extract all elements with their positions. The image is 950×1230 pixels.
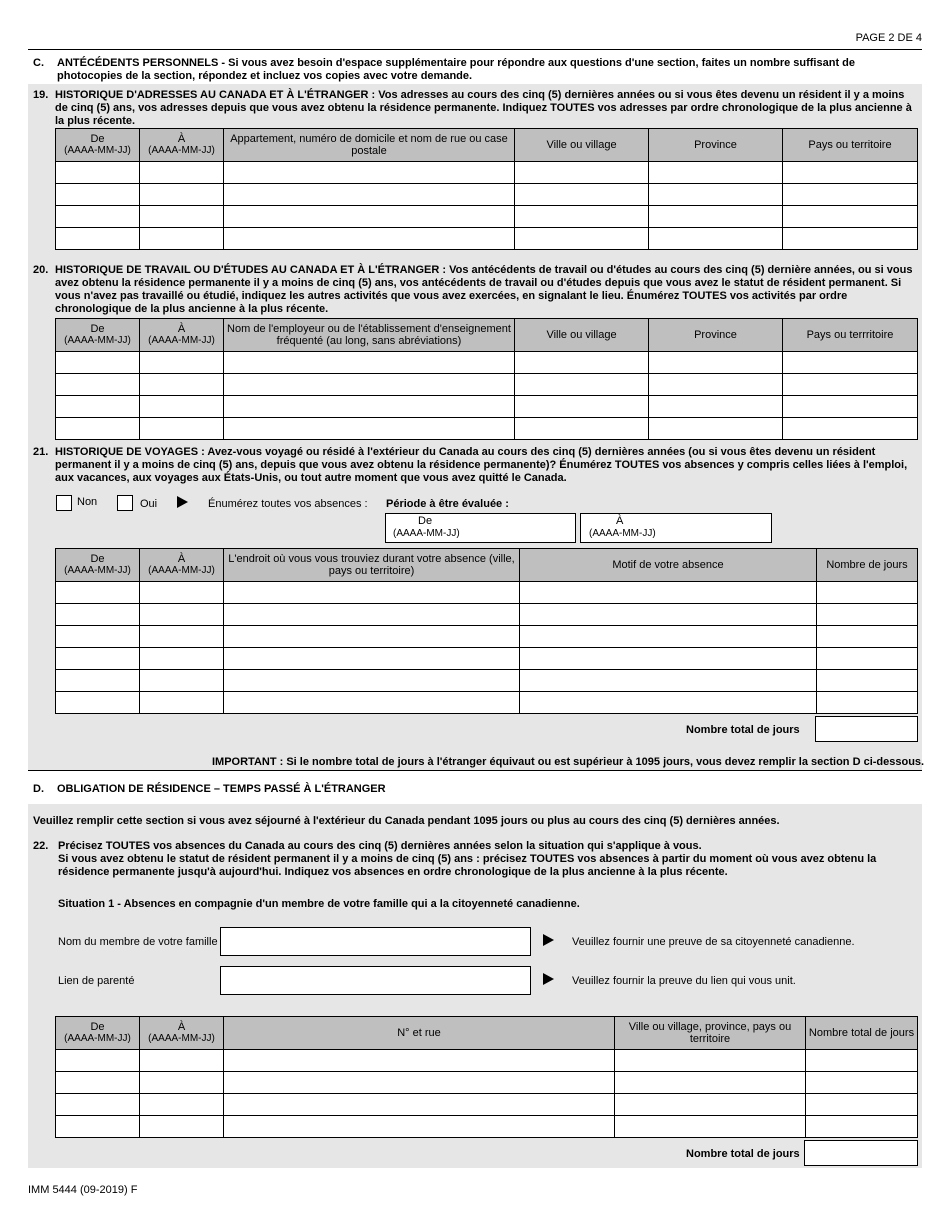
table-row (56, 418, 918, 440)
list-absences-label: Énumérez toutes vos absences : (208, 498, 368, 510)
cell-input[interactable] (615, 1050, 806, 1072)
cell-input[interactable] (649, 184, 783, 206)
cell-input[interactable] (140, 670, 224, 692)
cell-input[interactable] (224, 1050, 615, 1072)
cell-input[interactable] (806, 1094, 918, 1116)
cell-input[interactable] (56, 418, 140, 440)
cell-input[interactable] (140, 604, 224, 626)
cell-input[interactable] (56, 1072, 140, 1094)
cell-input[interactable] (140, 184, 224, 206)
absence-table (55, 1016, 918, 1138)
col-country: Pays ou territoire (783, 129, 918, 162)
table-row (56, 374, 918, 396)
cell-input[interactable] (520, 582, 817, 604)
cell-input[interactable] (140, 374, 224, 396)
cell-input[interactable] (56, 184, 140, 206)
cell-input[interactable] (615, 1094, 806, 1116)
col-address: Appartement, numéro de domicile et nom de rue ou case postale (224, 129, 515, 162)
address-history-table (55, 128, 918, 250)
cell-input[interactable] (615, 1072, 806, 1094)
cell-input[interactable] (224, 396, 515, 418)
cell-input[interactable] (140, 162, 224, 184)
cell-input[interactable] (806, 1116, 918, 1138)
cell-input[interactable] (140, 1116, 224, 1138)
cell-input[interactable] (140, 648, 224, 670)
table-row (56, 396, 918, 418)
arrow-right-icon (543, 973, 554, 985)
cell-input[interactable] (224, 648, 520, 670)
cell-input[interactable] (140, 418, 224, 440)
cell-input[interactable] (817, 692, 918, 714)
cell-input[interactable] (224, 1072, 615, 1094)
travel-history-table (55, 548, 918, 714)
cell-input[interactable] (56, 352, 140, 374)
no-label: Non (77, 496, 98, 508)
arrow-right-icon (177, 496, 188, 508)
cell-input[interactable] (140, 352, 224, 374)
cell-input[interactable] (56, 670, 140, 692)
yes-label: Oui (140, 498, 158, 510)
cell-input[interactable] (649, 162, 783, 184)
cell-input[interactable] (140, 396, 224, 418)
cell-input[interactable] (224, 162, 515, 184)
cell-input[interactable] (224, 206, 515, 228)
cell-input[interactable] (140, 692, 224, 714)
section-c-title: ANTÉCÉDENTS PERSONNELS - Si vous avez besoin d'espace supplémentaire pour répondre aux questions d'une section, faites un nombre suffisant de photocopies de la section, répondez et incluez vos copies avec votre demande. (57, 57, 855, 82)
cell-input[interactable] (224, 692, 520, 714)
absence-total-label: Nombre total de jours (686, 1148, 800, 1160)
cell-input[interactable] (520, 604, 817, 626)
no-checkbox[interactable] (56, 495, 72, 511)
col-street: N° et rue (224, 1017, 615, 1050)
cell-input[interactable] (783, 184, 918, 206)
period-from-format: (AAAA-MM-JJ) (393, 528, 460, 539)
table-row (56, 626, 918, 648)
cell-input[interactable] (224, 1094, 615, 1116)
cell-input[interactable] (56, 206, 140, 228)
table-row (56, 1072, 918, 1094)
cell-input[interactable] (56, 374, 140, 396)
cell-input[interactable] (56, 626, 140, 648)
cell-input[interactable] (224, 582, 520, 604)
cell-input[interactable] (817, 582, 918, 604)
cell-input[interactable] (649, 396, 783, 418)
table-row (56, 184, 918, 206)
cell-input[interactable] (649, 418, 783, 440)
q19-number: 19. (33, 89, 49, 101)
cell-input[interactable] (224, 604, 520, 626)
header-rule (28, 49, 922, 50)
cell-input[interactable] (224, 228, 515, 250)
cell-input[interactable] (649, 206, 783, 228)
absence-total-days-field[interactable] (804, 1140, 918, 1166)
cell-input[interactable] (224, 1116, 615, 1138)
cell-input[interactable] (783, 418, 918, 440)
q19-text: HISTORIQUE D'ADRESSES AU CANADA ET À L'ÉTRANGER : Vos adresses au cours des cinq (5) dernières années ou si vous êtes devenu un résident il y a moins de cinq (5) ans, vos adresses depuis que vous avez obtenu la résidence permanente. Indiquez TOUTES vos adresses par ordre chronologique de la plus ancienne à la plus récente. (55, 89, 912, 127)
period-from-label: De (418, 515, 433, 527)
table-row (56, 670, 918, 692)
cell-input[interactable] (649, 352, 783, 374)
table-row (56, 692, 918, 714)
col-location: L'endroit où vous vous trouviez durant votre absence (ville, pays ou territoire) (224, 549, 520, 582)
period-to-label: À (616, 515, 624, 527)
q20-number: 20. (33, 264, 49, 276)
cell-input[interactable] (515, 206, 649, 228)
cell-input[interactable] (56, 396, 140, 418)
table-row (56, 352, 918, 374)
cell-input[interactable] (783, 374, 918, 396)
table-row (56, 648, 918, 670)
cell-input[interactable] (649, 374, 783, 396)
cell-input[interactable] (56, 228, 140, 250)
col-from: De (AAAA-MM-JJ) (56, 129, 140, 162)
cell-input[interactable] (224, 418, 515, 440)
table-row (56, 1050, 918, 1072)
q22-number: 22. (33, 840, 49, 852)
col-days: Nombre de jours (817, 549, 918, 582)
travel-total-days-field[interactable] (815, 716, 918, 742)
table-row (56, 1116, 918, 1138)
cell-input[interactable] (224, 626, 520, 648)
section-d-letter: D. (33, 783, 44, 795)
col-city-country: Ville ou village, province, pays ou territoire (615, 1017, 806, 1050)
col-province: Province (649, 129, 783, 162)
form-number: IMM 5444 (09-2019) F (28, 1184, 138, 1196)
cell-input[interactable] (56, 162, 140, 184)
period-to-format: (AAAA-MM-JJ) (589, 528, 656, 539)
relationship-label: Lien de parenté (58, 975, 135, 987)
cell-input[interactable] (140, 206, 224, 228)
cell-input[interactable] (140, 1094, 224, 1116)
col-to: À (AAAA-MM-JJ) (140, 549, 224, 582)
relationship-note: Veuillez fournir la preuve du lien qui vous unit. (572, 975, 796, 987)
q22-line1: Précisez TOUTES vos absences du Canada au cours des cinq (5) dernières années selon la situation qui s'applique à vous. (58, 840, 702, 852)
col-province: Province (649, 319, 783, 352)
table-row (56, 206, 918, 228)
work-history-table (55, 318, 918, 440)
col-from: De (AAAA-MM-JJ) (56, 1017, 140, 1050)
col-city: Ville ou village (515, 129, 649, 162)
cell-input[interactable] (224, 184, 515, 206)
col-total-days: Nombre total de jours (806, 1017, 918, 1050)
relationship-input[interactable] (220, 966, 531, 995)
cell-input[interactable] (515, 418, 649, 440)
cell-input[interactable] (520, 670, 817, 692)
cell-input[interactable] (615, 1116, 806, 1138)
cell-input[interactable] (783, 396, 918, 418)
cell-input[interactable] (140, 228, 224, 250)
q21-number: 21. (33, 446, 49, 458)
col-reason: Motif de votre absence (520, 549, 817, 582)
table-row (56, 228, 918, 250)
cell-input[interactable] (56, 1094, 140, 1116)
period-label: Période à être évaluée : (386, 498, 509, 510)
period-to-field[interactable] (580, 513, 772, 543)
cell-input[interactable] (515, 162, 649, 184)
page-number: PAGE 2 DE 4 (855, 32, 922, 44)
col-country: Pays ou terrritoire (783, 319, 918, 352)
col-from: De (AAAA-MM-JJ) (56, 549, 140, 582)
cell-input[interactable] (140, 1050, 224, 1072)
table-row (56, 604, 918, 626)
period-from-field[interactable] (385, 513, 576, 543)
section-divider (28, 770, 922, 771)
cell-input[interactable] (817, 626, 918, 648)
cell-input[interactable] (56, 1050, 140, 1072)
yes-checkbox[interactable] (117, 495, 133, 511)
travel-total-label: Nombre total de jours (686, 724, 800, 736)
cell-input[interactable] (817, 604, 918, 626)
table-row (56, 1094, 918, 1116)
table-row (56, 582, 918, 604)
cell-input[interactable] (56, 648, 140, 670)
col-to: À (AAAA-MM-JJ) (140, 129, 224, 162)
section-c-letter: C. (33, 57, 44, 69)
cell-input[interactable] (817, 648, 918, 670)
cell-input[interactable] (224, 374, 515, 396)
cell-input[interactable] (817, 670, 918, 692)
arrow-right-icon (543, 934, 554, 946)
cell-input[interactable] (783, 352, 918, 374)
cell-input[interactable] (520, 692, 817, 714)
col-to: À (AAAA-MM-JJ) (140, 1017, 224, 1050)
cell-input[interactable] (783, 206, 918, 228)
cell-input[interactable] (515, 396, 649, 418)
family-member-input[interactable] (220, 927, 531, 956)
family-member-note: Veuillez fournir une preuve de sa citoyenneté canadienne. (572, 936, 855, 948)
cell-input[interactable] (515, 352, 649, 374)
cell-input[interactable] (649, 228, 783, 250)
cell-input[interactable] (520, 648, 817, 670)
cell-input[interactable] (806, 1050, 918, 1072)
cell-input[interactable] (56, 692, 140, 714)
cell-input[interactable] (56, 1116, 140, 1138)
col-from: De (AAAA-MM-JJ) (56, 319, 140, 352)
cell-input[interactable] (140, 582, 224, 604)
col-city: Ville ou village (515, 319, 649, 352)
cell-input[interactable] (783, 228, 918, 250)
cell-input[interactable] (515, 184, 649, 206)
col-to: À (AAAA-MM-JJ) (140, 319, 224, 352)
cell-input[interactable] (783, 162, 918, 184)
cell-input[interactable] (56, 582, 140, 604)
situation-1-title: Situation 1 - Absences en compagnie d'un membre de votre famille qui a la citoyenneté canadienne. (58, 898, 580, 910)
cell-input[interactable] (224, 670, 520, 692)
family-member-label: Nom du membre de votre famille (58, 936, 218, 948)
important-note: IMPORTANT : Si le nombre total de jours à l'étranger équivaut ou est supérieur à 1095 jours, vous devez remplir la section D ci-dessous. (212, 756, 925, 768)
cell-input[interactable] (806, 1072, 918, 1094)
section-d-title: OBLIGATION DE RÉSIDENCE – TEMPS PASSÉ À L'ÉTRANGER (57, 783, 386, 795)
cell-input[interactable] (520, 626, 817, 648)
q21-text: HISTORIQUE DE VOYAGES : Avez-vous voyagé ou résidé à l'extérieur du Canada au cours des cinq (5) dernières années (ou si vous êtes devenu un résident permanent il y a moins de cinq (5) ans, depuis que vous avez obtenu la résidence permanente)? Énumérez TOUTES vos absences y compris celles liées à l'emploi, aux vacances, aux voyages aux États-Unis, ou tout autre moment que vous avez quitté le Canada. (55, 446, 908, 484)
section-d-intro: Veuillez remplir cette section si vous avez séjourné à l'extérieur du Canada pendant 1095 jours ou plus au cours des cinq (5) dernières années. (33, 815, 780, 827)
cell-input[interactable] (140, 1072, 224, 1094)
cell-input[interactable] (224, 352, 515, 374)
cell-input[interactable] (515, 228, 649, 250)
col-employer: Nom de l'employeur ou de l'établissement d'enseignement fréquenté (au long, sans abréviations) (224, 319, 515, 352)
cell-input[interactable] (515, 374, 649, 396)
table-row (56, 162, 918, 184)
cell-input[interactable] (140, 626, 224, 648)
cell-input[interactable] (56, 604, 140, 626)
q22-line2: Si vous avez obtenu le statut de résident permanent il y a moins de cinq (5) ans : précisez TOUTES vos absences à partir du moment où vous avez obtenu la résidence permanente jusqu'à aujourd'hui. Indiquez vos absences en ordre chronologique de la plus ancienne à la plus récente. (58, 853, 877, 878)
q20-text: HISTORIQUE DE TRAVAIL OU D'ÉTUDES AU CANADA ET À L'ÉTRANGER : Vos antécédents de travail ou d'études au cours des cinq (5) dernière années, ou si vous avez obtenu la résidence permanente il y a moins de cinq (5) ans, vos antécédents de travail ou d'études depuis que vous avez le statut de résident permanent. Si vous n'avez pas travaillé ou étudié, indiquez les autres activités que vous avez exercées, en signalant le lieu. Énumérez TOUTES vos activités par ordre chronologique de la plus ancienne à la plus récente. (55, 264, 913, 315)
